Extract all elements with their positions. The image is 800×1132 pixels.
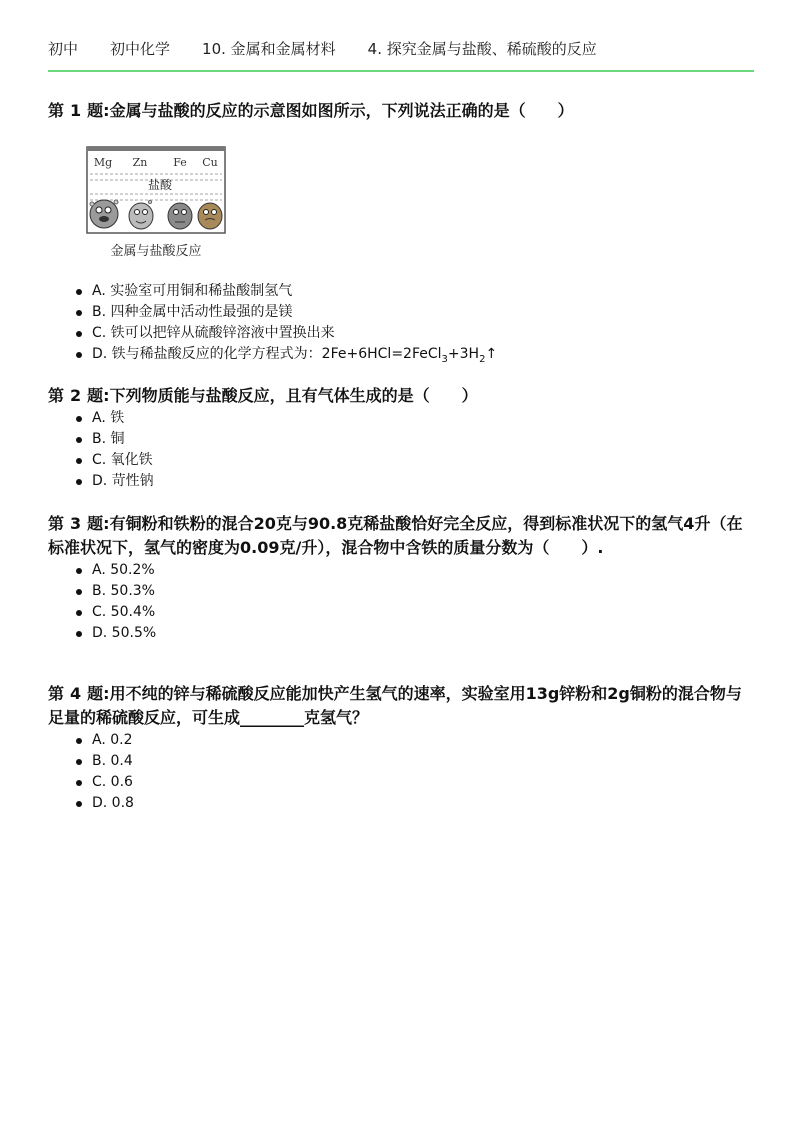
option-b[interactable]: B. 0.4 [74,751,756,772]
option-d[interactable]: D. 苛性钠 [74,471,756,492]
question-4 [48,682,756,814]
question-title: 第 1 题:金属与盐酸的反应的示意图如图所示，下列说法正确的是（ ） [48,101,574,120]
question-stem: 有铜粉和铁粉的混合20克与90.8克稀盐酸恰好完全反应，得到标准状况下的氢气4升（在标准状况下，氢气的密度为0.09克/升），混合物中含铁的质量分数为（ ）. [48,514,743,557]
question-stem: 金属与盐酸的反应的示意图如图所示，下列说法正确的是（ ） [109,101,574,120]
option-b[interactable]: B. 四种金属中活动性最强的是镁 [74,302,756,323]
reaction-figure [86,146,226,259]
option-a[interactable]: A. 50.2% [74,560,756,581]
question-1-options [48,281,756,370]
option-c[interactable]: C. 0.6 [74,772,756,793]
solution-label: 盐酸 [147,178,173,192]
question-stem: 用不纯的锌与稀硫酸反应能加快产生氢气的速率，实验室用13g锌粉和2g铜粉的混合物与足量的稀硫酸反应，可生成________克氢气？ [48,684,742,727]
option-a[interactable]: A. 铁 [74,408,756,429]
breadcrumb-item[interactable]: 10. 金属和金属材料 [202,40,336,58]
metal-label: Mg [93,156,113,169]
question-1 [48,99,756,123]
option-c[interactable]: C. 铁可以把锌从硫酸锌溶液中置换出来 [74,323,756,344]
reaction-diagram [86,146,226,234]
question-title: 第 4 题:用不纯的锌与稀硫酸反应能加快产生氢气的速率，实验室用13g锌粉和2g铜粉的混合物与足量的稀硫酸反应，可生成________克氢气？ [48,684,742,727]
option-a[interactable]: A. 实验室可用铜和稀盐酸制氢气 [74,281,756,302]
metal-label: Fe [173,156,187,169]
metal-label: Cu [202,156,218,169]
header-divider [48,70,754,72]
question-title: 第 2 题:下列物质能与盐酸反应，且有气体生成的是（ ） [48,386,478,405]
option-d[interactable]: D. 0.8 [74,793,756,814]
option-a[interactable]: A. 0.2 [74,730,756,751]
option-c[interactable]: C. 氧化铁 [74,450,756,471]
question-stem: 下列物质能与盐酸反应，且有气体生成的是（ ） [109,386,478,405]
option-list [48,281,756,370]
breadcrumb-item[interactable]: 4. 探究金属与盐酸、稀硫酸的反应 [367,40,597,58]
question-3 [48,512,756,644]
figure-caption: 金属与盐酸反应 [110,244,202,259]
option-list [48,560,756,644]
breadcrumb-item[interactable]: 初中化学 [110,40,171,58]
option-c[interactable]: C. 50.4% [74,602,756,623]
option-d[interactable]: D. 铁与稀盐酸反应的化学方程式为：$2Fe+6HCl=2FeCl_3+3H_2↑$ [74,344,756,370]
option-b[interactable]: B. 50.3% [74,581,756,602]
metal-label: Zn [132,156,148,169]
breadcrumb-item[interactable]: 初中 [48,40,79,58]
question-title: 第 3 题:有铜粉和铁粉的混合20克与90.8克稀盐酸恰好完全反应，得到标准状况下的氢气4升（在标准状况下，氢气的密度为0.09克/升），混合物中含铁的质量分数为（ ）. [48,514,743,557]
option-list [48,730,756,814]
question-2 [48,384,756,492]
option-d[interactable]: D. 50.5% [74,623,756,644]
option-b[interactable]: B. 铜 [74,429,756,450]
option-list [48,408,756,492]
breadcrumb [48,38,629,59]
